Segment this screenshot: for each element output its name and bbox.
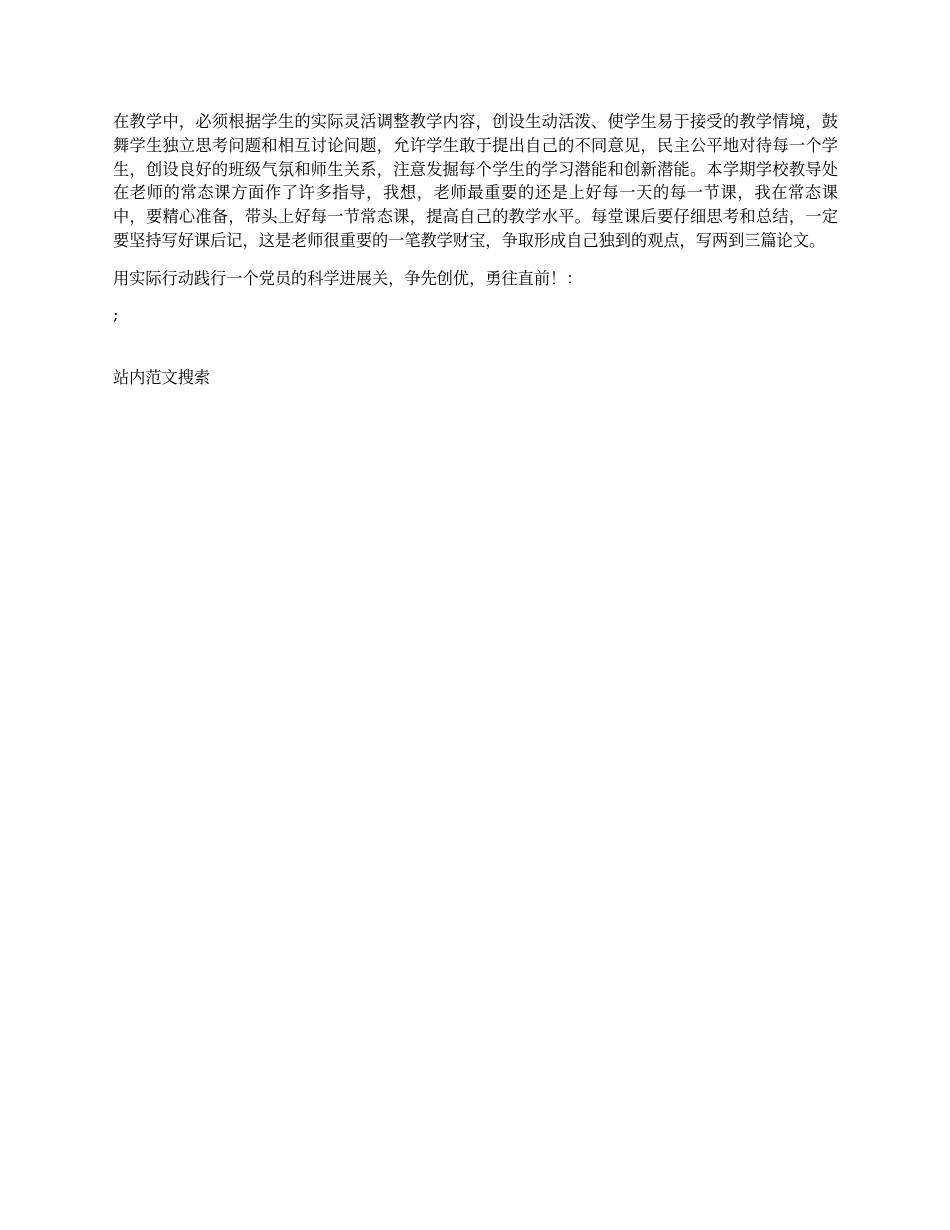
document-body: [113, 110, 838, 390]
closing-paragraph: 用实际行动践行一个党员的科学进展关，争先创优，勇往直前！：: [113, 268, 583, 288]
body-paragraph: 在教学中，必须根据学生的实际灵活调整教学内容，创设生动活泼、使学生易于接受的教学情境，鼓舞学生独立思考问题和相互讨论问题，允许学生敢于提出自己的不同意见，民主公平地对待每一个学生，创设良好的班级气氛和师生关系，注意发掘每个学生的学习潜能和创新潜能。本学期学校教导处在老师的常态课方面作了许多指导，我想，老师最重要的还是上好每一天的每一节课，我在常态课中，要精心准备，带头上好每一节常态课，提高自己的教学水平。每堂课后要仔细思考和总结，一定要坚持写好课后记，这是老师很重要的一笔教学财宝，争取形成自己独到的观点，写两到三篇论文。: [113, 112, 838, 250]
site-search-link[interactable]: 站内范文搜索: [113, 368, 211, 388]
semicolon-line: ;: [113, 304, 119, 324]
